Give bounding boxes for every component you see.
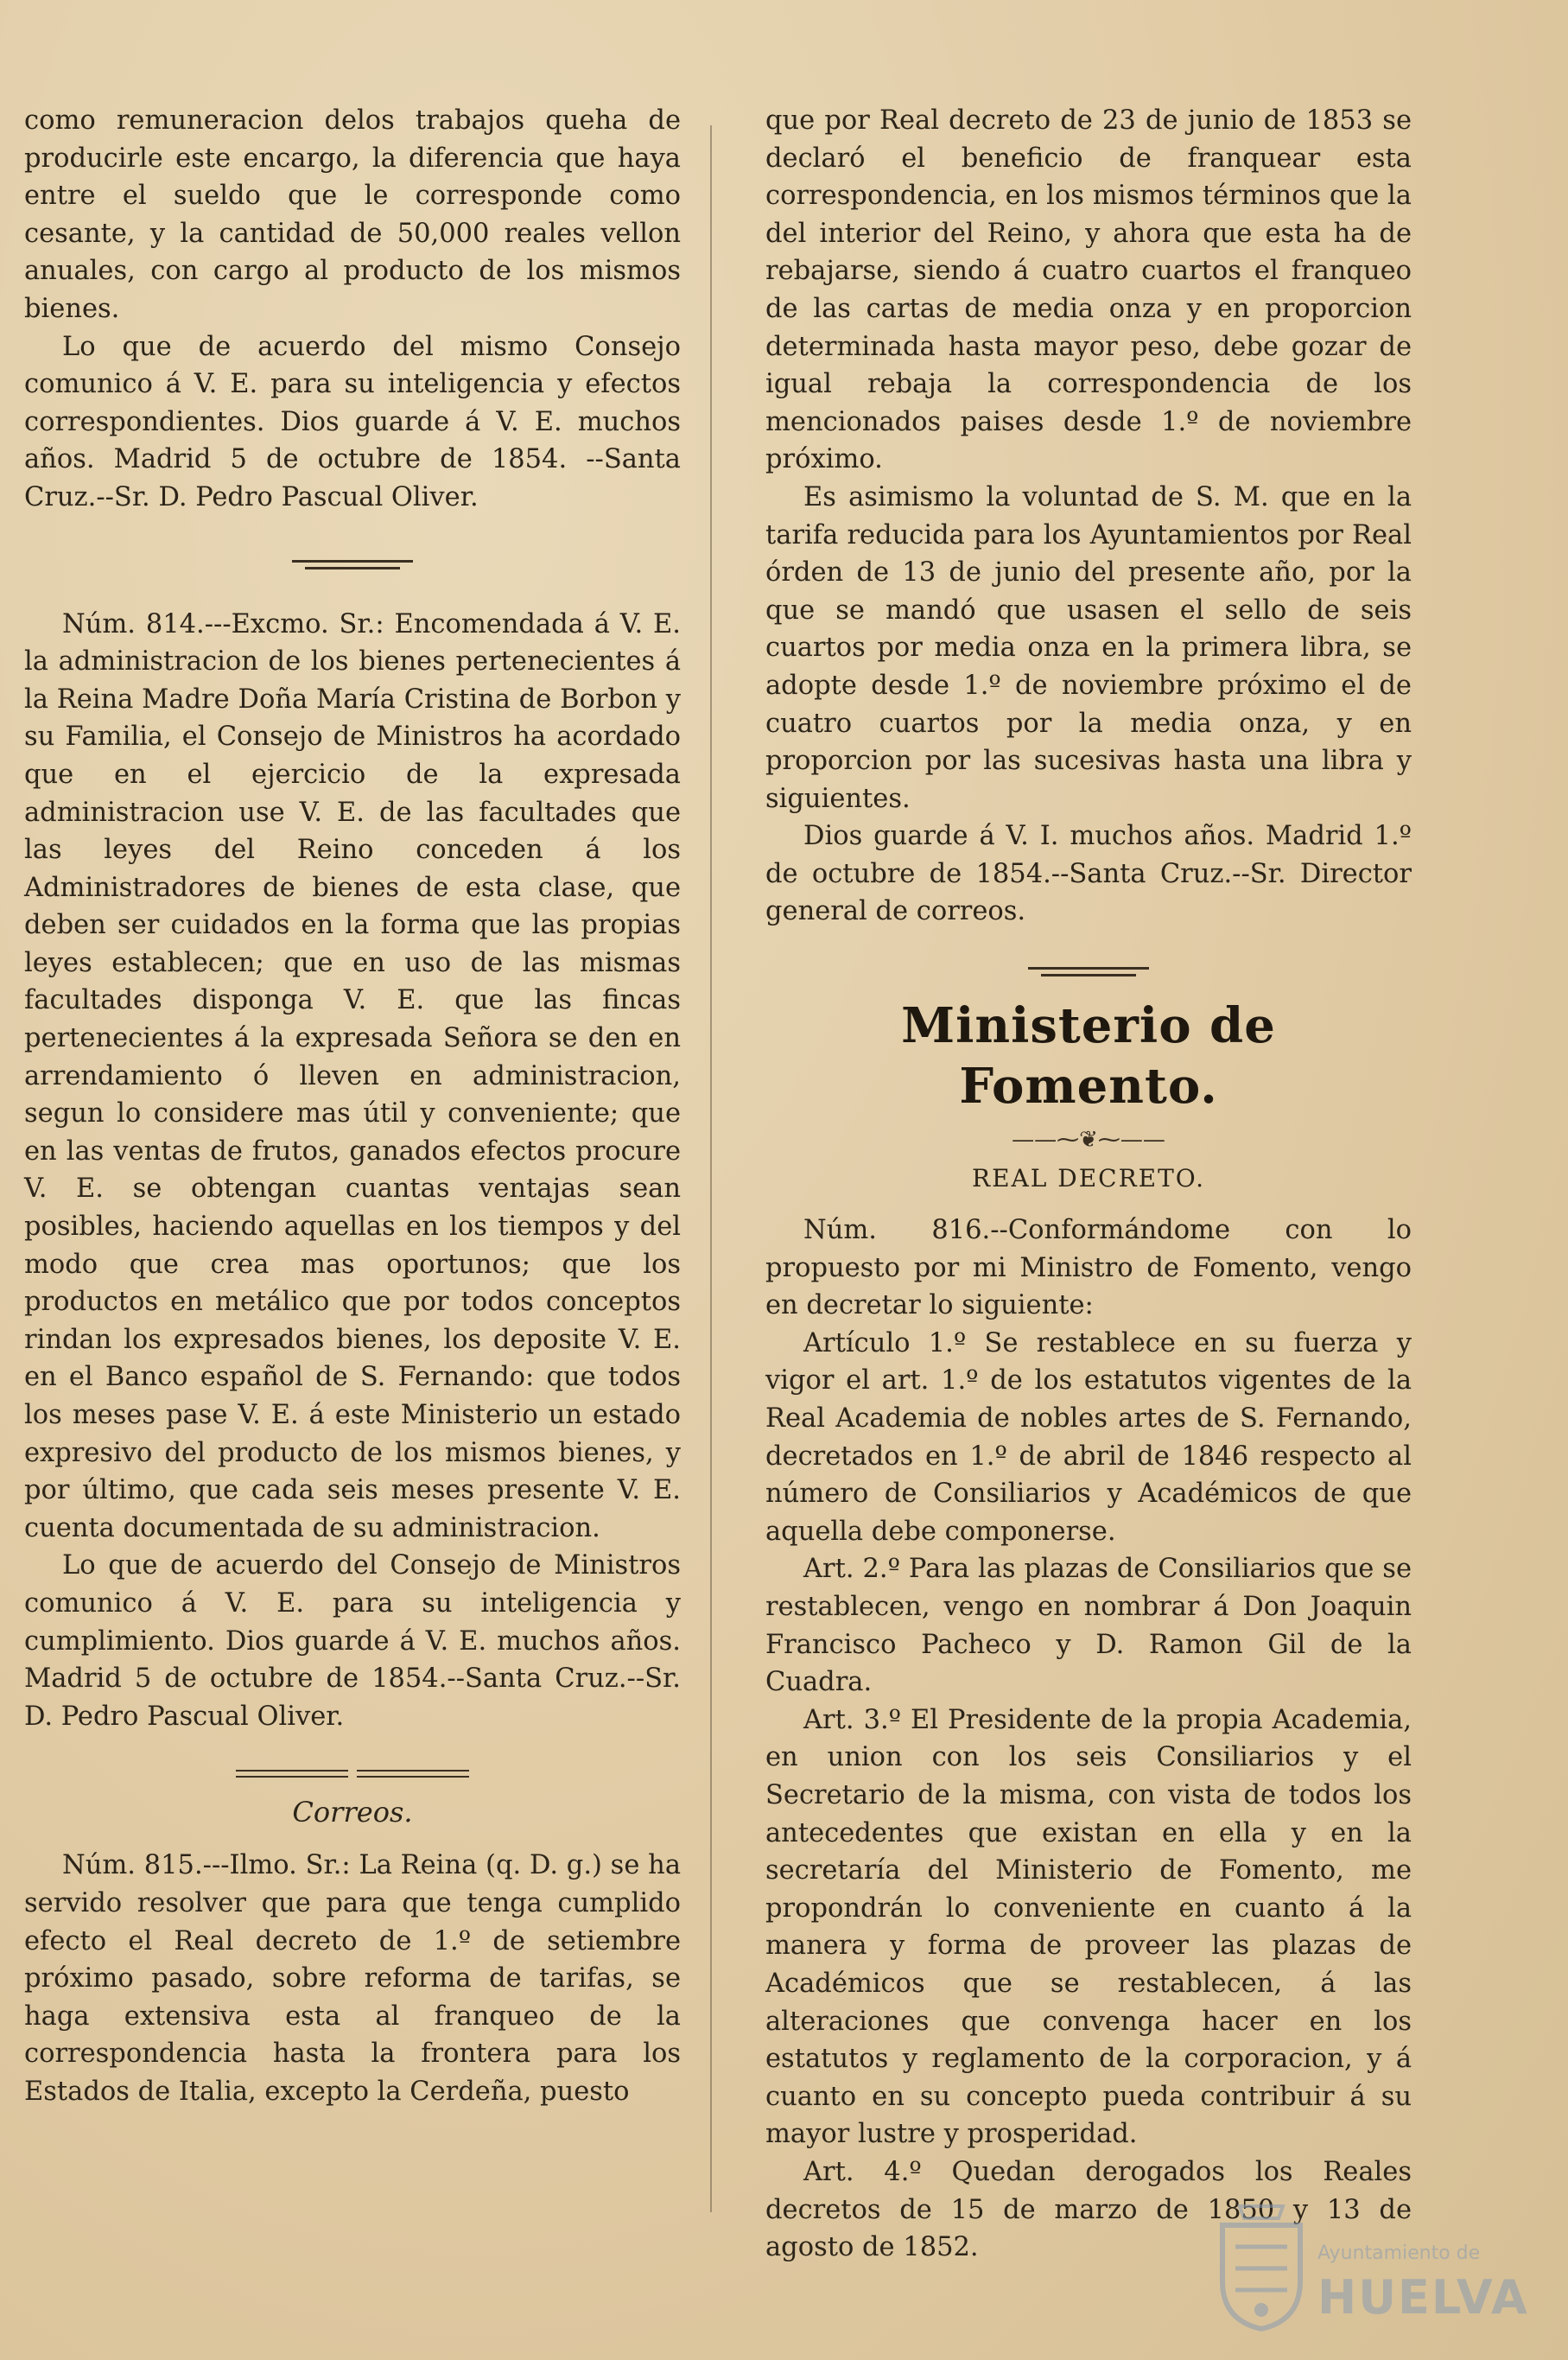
article-1: Artículo 1.º Se restablece en su fuerza y vigor el art. 1.º de los estatutos vigentes de la Real Academia de nobles artes de S. Fernando, decretados en 1.º de abril de 1846 respecto al número de Consiliarios y Académicos de que aquella debe componerse.	[765, 1327, 1412, 1547]
article-3: Art. 3.º El Presidente de la propia Academia, en union con los seis Consiliarios y el Secretario de la misma, con vista de todos los antecedentes que existan en ella y en la secretaría del Ministerio de Fomento, me propondrán lo conveniente en cuanto á la manera y forma de proveer las plazas de Académicos que se restablecen, á las alteraciones que convenga hacer en los estatutos y reglamento de la corporacion, y á cuanto en su concepto pueda contribuir á su mayor lustre y prosperidad.	[765, 1704, 1412, 2150]
watermark-line-1: Ayuntamiento de	[1317, 2242, 1481, 2264]
double-rule-ornament	[24, 1770, 681, 1778]
left-paragraph-1: como remuneracion delos trabajos queha de producirle este encargo, la diferencia que haya entre el sueldo que le corresponde como cesante, y la cantidad de 50,000 reales vellon anuales, con cargo al producto de los mismos bienes.	[24, 105, 681, 324]
watermark-line-2: HUELVA	[1317, 2270, 1529, 2325]
coat-of-arms-icon	[1214, 2199, 1309, 2333]
right-paragraph-2: Es asimismo la voluntad de S. M. que en la tarifa reducida para los Ayuntamientos por Real órden de 13 de junio del presente año, por la que se mandó que usasen el sello de seis cuartos por media onza en la primera libra, se adopte desde 1.º de noviembre próximo el de cuatro cuartos por la media onza, y en proporcion por las sucesivas hasta una libra y siguientes.	[765, 481, 1412, 814]
separator-ornament	[765, 967, 1412, 976]
flourish-ornament: ——⁓❦⁓——	[1012, 1127, 1165, 1154]
decree-heading: REAL DECRETO.	[972, 1164, 1205, 1193]
left-paragraph-2: Lo que de acuerdo del mismo Consejo comunico á V. E. para su inteligencia y efectos correspondientes. Dios guarde á V. E. muchos años. Madrid 5 de octubre de 1854. --Santa Cruz.--Sr. D. Pedro Pascual Oliver.	[24, 331, 681, 512]
decree-814-closing: Lo que de acuerdo del Consejo de Ministros comunico á V. E. para su inteligencia y cumplimiento. Dios guarde á V. E. muchos años. Madrid 5 de octubre de 1854.--Santa Cruz.--Sr. D. Pedro Pascual Oliver.	[24, 1550, 681, 1732]
ministry-heading: Ministerio de Fomento.	[901, 997, 1276, 1116]
decree-816: Núm. 816.--Conformándome con lo propuesto por mi Ministro de Fomento, vengo en decretar lo siguiente:	[765, 1215, 1412, 1321]
ayuntamiento-huelva-watermark	[1205, 2191, 1529, 2346]
right-paragraph-1: que por Real decreto de 23 de junio de 1853 se declaró el beneficio de franquear esta correspondencia, en los mismos términos que la del interior del Reino, y ahora que esta ha de rebajarse, siendo á cuatro cuartos el franqueo de las cartas de media onza y en proporcion determinada hasta mayor peso, debe gozar de igual rebaja la correspondencia de los mencionados paises desde 1.º de noviembre próximo.	[765, 105, 1412, 475]
decree-814: Núm. 814.---Excmo. Sr.: Encomendada á V. E. la administracion de los bienes pertenecientes á la Reina Madre Doña María Cristina de Borbon y su Familia, el Consejo de Ministros ha acordado que en el ejercicio de la expresada administracion use V. E. de las facultades que las leyes del Reino conceden á los Administradores de bienes de esta clase, que deben ser cuidados en la forma que las propias leyes establecen; que en uso de las mismas facultades disponga V. E. que las fincas pertenecientes á la expresada Señora se den en arrendamiento ó lleven en administracion, segun lo considere mas útil y conveniente; que en las ventas de frutos, ganados efectos procure V. E. se obtengan cuantas ventajas sean posibles, haciendo aquellas en los tiempos y del modo que crea mas oportunos; que los productos en metálico que por todos conceptos rindan los expresados bienes, los deposite V. E. en el Banco español de S. Fernando: que todos los meses pase V. E. á este Ministerio un estado expresivo del producto de los mismos bienes, y por último, que cada seis meses presente V. E. cuenta documentada de su administracion.	[24, 608, 681, 1543]
section-correos-heading: Correos.	[292, 1796, 413, 1829]
decree-815: Núm. 815.---Ilmo. Sr.: La Reina (q. D. g.) se ha servido resolver que para que tenga cumplido efecto el Real decreto de 1.º de setiembre próximo pasado, sobre reforma de tarifas, se haga extensiva esta al franqueo de la correspondencia hasta la frontera para los Estados de Italia, excepto la Cerdeña, puesto	[24, 1850, 681, 2107]
column-divider	[710, 125, 712, 2212]
article-4: Art. 4.º Quedan derogados los Reales decretos de 15 de marzo de 1850 y 13 de agosto de 1852.	[765, 2156, 1412, 2263]
left-column	[24, 102, 681, 2111]
article-2: Art. 2.º Para las plazas de Consiliarios que se restablecen, vengo en nombrar á Don Joaquin Francisco Pacheco y D. Ramon Gil de la Cuadra.	[765, 1554, 1412, 1698]
right-column	[765, 102, 1412, 2267]
separator-ornament	[24, 560, 681, 569]
right-paragraph-3: Dios guarde á V. I. muchos años. Madrid 1.º de octubre de 1854.--Santa Cruz.--Sr. Director general de correos.	[765, 821, 1412, 927]
